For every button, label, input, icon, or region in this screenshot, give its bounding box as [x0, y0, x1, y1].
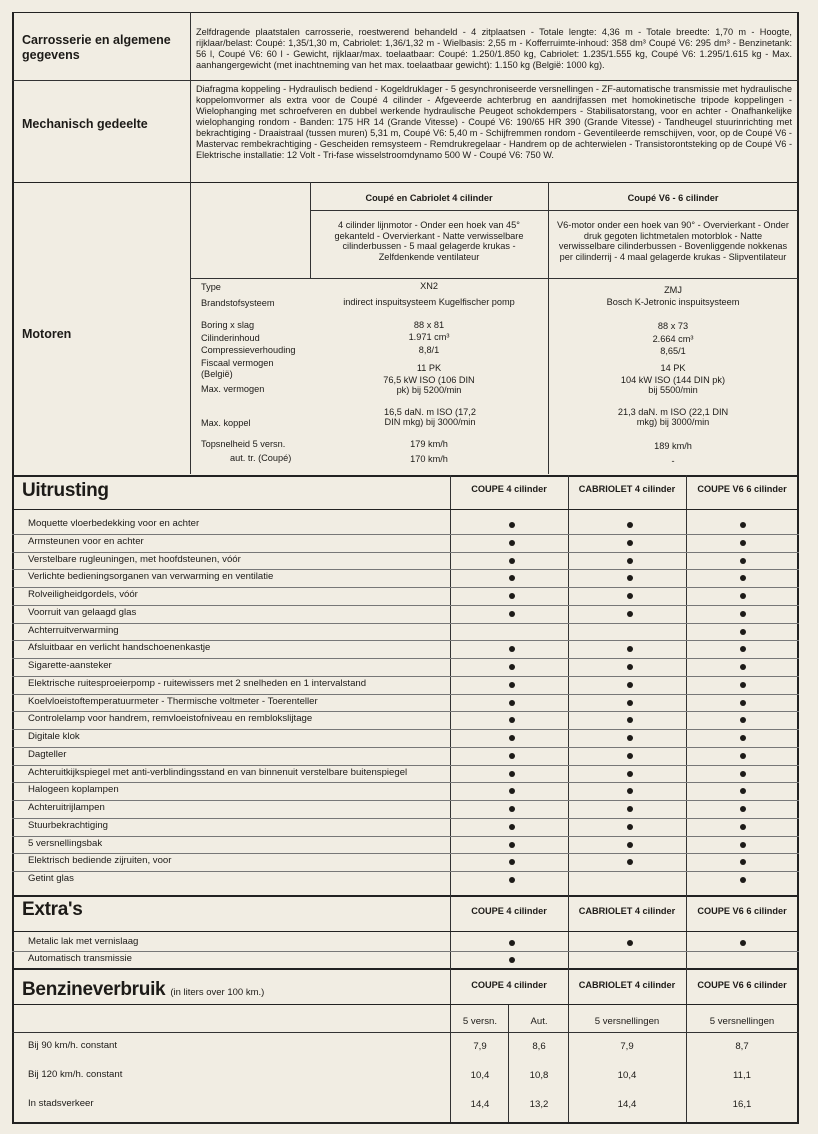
equipment-row-label: Stuurbekrachtiging: [28, 819, 108, 831]
consumption-value: 10,4: [470, 1070, 490, 1081]
included-dot: [509, 558, 515, 564]
section-label-mechanisch: Mechanisch gedeelte: [22, 117, 148, 131]
included-dot: [627, 522, 633, 528]
row-divider: [12, 676, 799, 677]
engine-header-v6: Coupé V6 - 6 cilinder: [627, 193, 719, 203]
equipment-row-label: Rolveiligheidgordels, vóór: [28, 589, 138, 600]
included-dot: [509, 771, 515, 777]
column-divider: [190, 12, 191, 182]
included-dot: [740, 824, 746, 830]
rule: [12, 931, 799, 932]
section-label-motoren: Motoren: [22, 327, 72, 341]
consumption-value: 7,9: [620, 1041, 634, 1052]
spec-label: Boring x slag: [201, 320, 255, 330]
consumption-row-label: Bij 120 km/h. constant: [28, 1069, 123, 1080]
included-dot: [740, 522, 746, 528]
consumption-value: 11,1: [733, 1070, 751, 1081]
included-dot: [627, 558, 633, 564]
verbruik-title-text: Benzineverbruik: [22, 979, 166, 1000]
included-dot: [740, 664, 746, 670]
row-divider: [12, 587, 799, 588]
included-dot: [627, 700, 633, 706]
consumption-value: 10,8: [529, 1070, 549, 1081]
included-dot: [509, 682, 515, 688]
included-dot: [740, 700, 746, 706]
spec-label: Max. vermogen: [201, 384, 265, 394]
rule: [12, 475, 799, 477]
equipment-row-label: Elektrisch bediende zijruiten, voor: [28, 855, 172, 867]
included-dot: [740, 940, 746, 946]
included-dot: [627, 753, 633, 759]
spec-label: aut. tr. (Coupé): [230, 453, 292, 463]
column-header: COUPE 4 cilinder: [471, 980, 547, 990]
equipment-row-label: Moquette vloerbedekking voor en achter: [28, 518, 200, 529]
rule: [12, 182, 799, 183]
equipment-row-label: Verlichte bedieningsorganen van verwarming en ventilatie: [28, 571, 274, 583]
spec-value-v6: 88 x 73: [657, 321, 689, 331]
spec-value-v6: 8,65/1: [660, 346, 686, 356]
subcolumn-header: 5 versnellingen: [594, 1016, 660, 1027]
spec-value-v6: -: [671, 456, 675, 466]
included-dot: [740, 771, 746, 777]
equipment-row-label: Koelvloeistoftemperatuurmeter - Thermische voltmeter - Toerenteller: [28, 695, 318, 707]
included-dot: [627, 806, 633, 812]
equipment-row-label: Armsteunen voor en achter: [28, 535, 144, 547]
included-dot: [627, 593, 633, 599]
carrosserie-text: Zelfdragende plaatstalen carrosserie, roestwerend behandeld - 4 zitplaatsen - Totale lengte: 4,36 m - Totale breedte: 1,70 m - Hoogte, rijklaar/belast: Coupé: 1,35/1,30 m, Cabriolet: 1,36/1,32 m - Wielbasis: 2,55 m - Kofferruimte-inhoud: 358 dm³ Coupé V6: 295 dm³ - Benzinetank: 56 l, Coupé V6: 60 l - Gewicht, rijklaar/max. toelaatbaar: Coupé: 1.250/1.850 kg, Cabriolet: 1.235/1.555 kg, Coupé V6: 1.295/1.615 kg - Max. aanhangergewicht (met inachtneming van het max. toelaatbaar gewicht): 1.150 kg (België: 1000 kg).: [196, 27, 792, 70]
rule: [12, 968, 799, 970]
verbruik-title: [22, 979, 264, 1001]
spec-value-4cyl: 170 km/h: [410, 454, 448, 464]
row-divider: [12, 871, 799, 872]
consumption-row-label: Bij 90 km/h. constant: [28, 1040, 118, 1051]
spec-label: Type: [201, 282, 221, 292]
column-header: CABRIOLET 4 cilinder: [578, 906, 676, 916]
equipment-row-label: Elektrische ruitesproeierpomp - ruitewissers met 2 snelheden en 1 intervalstand: [28, 677, 367, 689]
spec-value-v6: 2.664 cm³: [652, 334, 694, 344]
column-divider: [508, 1004, 509, 1124]
included-dot: [627, 540, 633, 546]
row-divider: [12, 640, 799, 641]
included-dot: [627, 611, 633, 617]
row-divider: [12, 623, 799, 624]
equipment-row-label: Dagteller: [28, 748, 67, 760]
extra-row-label: Automatisch transmissie: [28, 953, 132, 964]
included-dot: [740, 806, 746, 812]
equipment-row-label: Digitale klok: [28, 731, 80, 742]
included-dot: [627, 824, 633, 830]
spec-value-4cyl: 179 km/h: [410, 439, 448, 449]
column-header: COUPE V6 6 cilinder: [697, 980, 787, 990]
equipment-row-label: Controlelamp voor handrem, remvloeistofniveau en remblokslijtage: [28, 713, 313, 725]
equipment-row-label: 5 versnellingsbak: [28, 837, 103, 849]
spec-value-4cyl: 11 PK: [416, 363, 442, 373]
included-dot: [627, 735, 633, 741]
included-dot: [509, 940, 515, 946]
rule: [12, 1122, 799, 1124]
section-label-carrosserie: Carrosserie en algemene gegevens: [22, 33, 171, 62]
row-divider: [12, 765, 799, 766]
row-divider: [12, 552, 799, 553]
spec-label: Max. koppel: [201, 418, 251, 428]
column-header: COUPE 4 cilinder: [471, 484, 547, 494]
spec-label: Fiscaal vermogen (België): [201, 358, 274, 379]
column-divider: [310, 182, 311, 278]
included-dot: [627, 940, 633, 946]
rule: [12, 1032, 799, 1033]
rule: [310, 210, 798, 211]
spec-value-4cyl: indirect inspuitsysteem Kugelfischer pomp: [343, 297, 515, 307]
equipment-row-label: Halogeen koplampen: [28, 784, 119, 796]
row-divider: [12, 747, 799, 748]
included-dot: [627, 682, 633, 688]
row-divider: [12, 818, 799, 819]
column-header: COUPE V6 6 cilinder: [697, 906, 787, 916]
consumption-value: 14,4: [470, 1099, 490, 1110]
column-divider: [568, 968, 569, 1124]
included-dot: [509, 611, 515, 617]
equipment-row-label: Getint glas: [28, 873, 74, 884]
spec-label: Cilinderinhoud: [201, 333, 260, 343]
subcolumn-header: 5 versnellingen: [709, 1016, 775, 1027]
equipment-row-label: Sigarette-aansteker: [28, 660, 112, 671]
equipment-row-label: Achteruitkijkspiegel met anti-verblindingsstand en van binnenuit verstelbare buitenspiegel: [28, 766, 408, 778]
row-divider: [12, 694, 799, 695]
column-divider: [450, 968, 451, 1124]
row-divider: [12, 836, 799, 837]
column-header: CABRIOLET 4 cilinder: [578, 484, 676, 494]
row-divider: [12, 569, 799, 570]
spec-value-v6: 14 PK: [660, 363, 686, 373]
row-divider: [12, 853, 799, 854]
included-dot: [509, 540, 515, 546]
extras-title: Extra's: [22, 899, 83, 920]
included-dot: [509, 806, 515, 812]
spec-label: Topsnelheid 5 versn.: [201, 439, 286, 449]
spec-value-4cyl: XN2: [420, 281, 438, 291]
consumption-value: 8,6: [532, 1041, 546, 1052]
spec-value-4cyl: 1.971 cm³: [408, 332, 450, 342]
included-dot: [509, 877, 515, 883]
rule: [12, 12, 799, 13]
row-divider: [12, 951, 799, 952]
included-dot: [740, 629, 746, 635]
included-dot: [740, 877, 746, 883]
extra-row-label: Metalic lak met vernislaag: [28, 936, 139, 947]
column-divider: [548, 182, 549, 474]
included-dot: [740, 682, 746, 688]
spec-value-v6: ZMJ: [664, 285, 682, 295]
verbruik-subtitle: (in liters over 100 km.): [170, 987, 265, 998]
consumption-value: 7,9: [473, 1041, 487, 1052]
spec-value-v6: 189 km/h: [654, 441, 692, 451]
rule: [190, 278, 798, 279]
included-dot: [740, 842, 746, 848]
engine-desc-v6: V6-motor onder een hoek van 90° - Overvierkant - Onder druk gegoten lichtmetalen motorblok - Natte verwisselbare cilinderbussen - Bovenliggende nokkenas per cilinderrij - 4 maal gelagerde krukas - Slipventilateur: [557, 220, 789, 262]
consumption-value: 10,4: [617, 1070, 637, 1081]
equipment-row-label: Achteruitrijlampen: [28, 802, 105, 813]
column-divider: [568, 475, 569, 895]
equipment-row-label: Voorruit van gelaagd glas: [28, 606, 137, 618]
subcolumn-header: Aut.: [530, 1016, 548, 1027]
included-dot: [509, 593, 515, 599]
row-divider: [12, 534, 799, 535]
column-divider: [450, 475, 451, 895]
engine-desc-4cyl: 4 cilinder lijnmotor - Onder een hoek van 45° gekanteld - Overvierkant - Natte verwisselbare cilinderbussen - 5 maal gelagerde krukas - Zelfdenkende ventilateur: [334, 220, 524, 262]
row-divider: [12, 782, 799, 783]
spec-label: Compressieverhouding: [201, 345, 296, 355]
column-header: CABRIOLET 4 cilinder: [578, 980, 676, 990]
column-divider: [686, 968, 687, 1124]
mechanisch-text: Diafragma koppeling - Hydraulisch bediend - Kogeldruklager - 5 gesynchroniseerde versnellingen - ZF-automatische transmissie met hydraulische koppelomvormer als extra voor de Coupé 4 cilinder - Afgeveerde achterbrug en aandrijfassen met homokinetische tripode koppelingen - Wielophanging met schroefveren en dubbel werkende hydraulische Peugeot schokdempers - Stabilisatorstang, voor en achter - Onafhankelijke wielophanging rondom - Banden: 175 HR 14 (Grande Vitesse) - Coupé V6: 190/65 HR 390 (Grande Vitesse) - Tandheugel stuurinrichting met bekrachtiging - Draaistraal (tussen muren) 5,31 m, Coupé V6: 5,40 m - Schijfremmen rondom - Geventileerde remschijven, voor, op de Coupé V6 - Mastervac rembekrachtiging - Gescheiden remsysteem - Remdrukregelaar - Handrem op de achterwielen - Transistorontsteking op de Coupé V6 - Elektrische installatie: 12 Volt - Tri-fase wisselstroomdynamo 500 W - Coupé V6: 750 W.: [196, 84, 792, 160]
column-header: COUPE V6 6 cilinder: [697, 484, 787, 494]
engine-header-4cyl: Coupé en Cabriolet 4 cilinder: [365, 193, 493, 203]
uitrusting-title: Uitrusting: [22, 480, 109, 501]
equipment-row-label: Achterruitverwarming: [28, 624, 119, 636]
included-dot: [509, 824, 515, 830]
equipment-row-label: Afsluitbaar en verlicht handschoenenkastje: [28, 642, 211, 654]
consumption-value: 14,4: [617, 1099, 637, 1110]
included-dot: [740, 593, 746, 599]
column-header: COUPE 4 cilinder: [471, 906, 547, 916]
spec-value-4cyl: 76,5 kW ISO (106 DIN pk) bij 5200/min: [383, 375, 475, 395]
included-dot: [509, 735, 515, 741]
rule: [12, 509, 799, 510]
consumption-value: 16,1: [732, 1099, 752, 1110]
spec-value-v6: 104 kW ISO (144 DIN pk) bij 5500/min: [620, 375, 726, 395]
included-dot: [627, 771, 633, 777]
included-dot: [509, 664, 515, 670]
included-dot: [740, 753, 746, 759]
subcolumn-header: 5 versn.: [462, 1016, 498, 1027]
rule: [12, 80, 799, 81]
included-dot: [509, 700, 515, 706]
equipment-row-label: Verstelbare rugleuningen, met hoofdsteunen, vóór: [28, 553, 241, 565]
included-dot: [740, 735, 746, 741]
included-dot: [627, 664, 633, 670]
row-divider: [12, 729, 799, 730]
spec-value-4cyl: 88 x 81: [413, 320, 445, 330]
rule: [12, 1004, 799, 1005]
column-divider: [686, 475, 687, 895]
included-dot: [627, 842, 633, 848]
included-dot: [509, 522, 515, 528]
row-divider: [12, 658, 799, 659]
consumption-value: 13,2: [529, 1099, 549, 1110]
included-dot: [509, 753, 515, 759]
included-dot: [740, 558, 746, 564]
spec-label: Brandstofsysteem: [201, 298, 275, 308]
included-dot: [509, 842, 515, 848]
consumption-row-label: In stadsverkeer: [28, 1098, 94, 1109]
rule: [12, 895, 799, 897]
spec-value-4cyl: 8,8/1: [418, 345, 440, 355]
row-divider: [12, 800, 799, 801]
spec-value-v6: 21,3 daN. m ISO (22,1 DIN mkg) bij 3000/min: [617, 407, 729, 427]
row-divider: [12, 711, 799, 712]
included-dot: [740, 611, 746, 617]
included-dot: [740, 540, 746, 546]
column-divider: [190, 182, 191, 474]
row-divider: [12, 605, 799, 606]
included-dot: [509, 957, 515, 963]
spec-value-4cyl: 16,5 daN. m ISO (17,2 DIN mkg) bij 3000/min: [384, 407, 476, 427]
consumption-value: 8,7: [735, 1041, 749, 1052]
spec-value-v6: Bosch K-Jetronic inspuitsysteem: [606, 297, 740, 307]
